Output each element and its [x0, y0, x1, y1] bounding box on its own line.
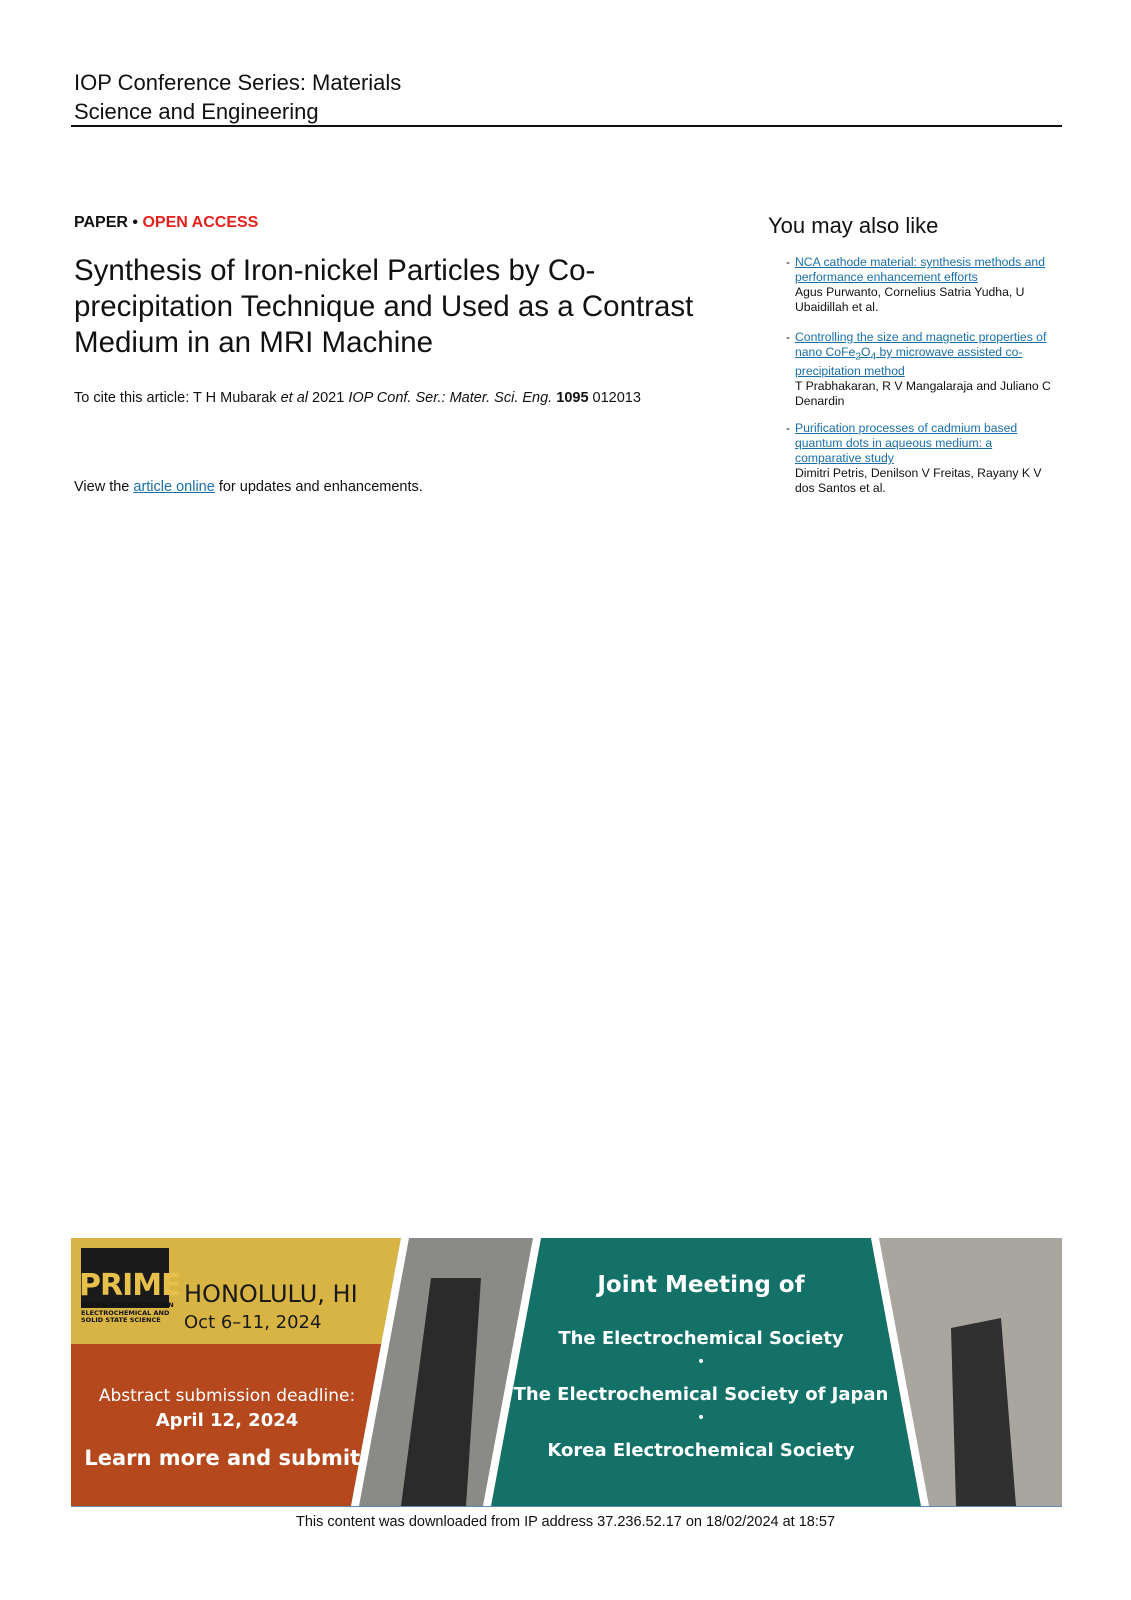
- banner-dates: Oct 6–11, 2024: [184, 1312, 322, 1333]
- society-name: Korea Electrochemical Society: [547, 1440, 855, 1461]
- view-online-before: View the: [74, 479, 134, 495]
- related-title-part1: Controlling the size and magnetic properties of nano CoFe: [795, 330, 1047, 359]
- related-authors: Dimitri Petris, Denilson V Freitas, Rayany K V dos Santos et al.: [795, 466, 1042, 495]
- banner-divider: [71, 1506, 1062, 1507]
- list-dash: -: [786, 330, 791, 344]
- citation-etal: et al: [280, 390, 308, 406]
- related-article-link[interactable]: Purification processes of cadmium based quantum dots in aqueous medium: a comparative study: [795, 421, 1018, 465]
- learn-more-button[interactable]: Learn more and submit!: [84, 1446, 370, 1470]
- citation-article-number: 012013: [588, 390, 641, 406]
- society-name: The Electrochemical Society of Japan: [513, 1384, 889, 1405]
- society-separator: •: [696, 1410, 706, 1426]
- related-title-part2: O: [860, 345, 871, 359]
- header-divider: [71, 125, 1062, 127]
- journal-name: [74, 68, 494, 126]
- society-name: The Electrochemical Society: [558, 1328, 844, 1349]
- download-notice: This content was downloaded from IP address 37.236.52.17 on 18/02/2024 at 18:57: [295, 1514, 836, 1530]
- related-authors: Agus Purwanto, Cornelius Satria Yudha, U Ubaidillah et al.: [795, 285, 1025, 314]
- paper-type-label: PAPER: [74, 214, 128, 231]
- related-title-sub2: 4: [870, 351, 877, 363]
- paper-tag-separator: •: [132, 214, 138, 231]
- paper-tag: [74, 214, 258, 232]
- citation-volume: 1095: [556, 390, 589, 406]
- journal-name-line1: IOP Conference Series: Materials: [74, 70, 402, 95]
- article-title: Synthesis of Iron-nickel Particles by Co-precipitation Technique and Used as a Contrast Medium in an MRI Machine: [74, 254, 694, 359]
- related-authors: T Prabhakaran, R V Mangalaraja and Juliano C Denardin: [795, 379, 1051, 409]
- deadline-date: April 12, 2024: [155, 1410, 299, 1431]
- view-online-after: for updates and enhancements.: [214, 479, 423, 495]
- view-online-line: [74, 479, 423, 495]
- article-online-link[interactable]: article online: [133, 479, 215, 495]
- related-heading: You may also like: [768, 213, 939, 238]
- related-item: [786, 255, 1057, 315]
- related-item: [786, 421, 1057, 496]
- open-access-label: OPEN ACCESS: [142, 214, 259, 231]
- banner-city: HONOLULU, HI: [184, 1280, 358, 1308]
- society-separator: •: [696, 1354, 706, 1370]
- citation-line: [74, 390, 641, 406]
- list-dash: -: [786, 255, 791, 269]
- related-article-link[interactable]: NCA cathode material: synthesis methods and performance enhancement efforts: [795, 255, 1045, 284]
- deadline-label: Abstract submission deadline:: [98, 1386, 356, 1406]
- citation-prefix: To cite this article: T H Mubarak: [74, 390, 281, 406]
- citation-journal: IOP Conf. Ser.: Mater. Sci. Eng.: [348, 390, 553, 406]
- prime-logo-subtitle: PACIFIC RIM MEETING ON ELECTROCHEMICAL AND SOLID STATE SCIENCE: [81, 1301, 174, 1324]
- related-title-sub1: 2: [855, 351, 861, 363]
- related-item: [786, 330, 1057, 409]
- related-title-part3: by microwave assisted co-precipitation method: [795, 345, 1023, 379]
- joint-meeting-title: Joint Meeting of: [597, 1272, 805, 1298]
- related-article-link[interactable]: [795, 330, 1057, 379]
- citation-year: 2021: [308, 390, 349, 406]
- journal-name-line2: Science and Engineering: [74, 99, 319, 124]
- conference-banner[interactable]: [71, 1238, 1062, 1506]
- list-dash: -: [786, 421, 791, 435]
- prime-logo: PRIME: [79, 1268, 181, 1303]
